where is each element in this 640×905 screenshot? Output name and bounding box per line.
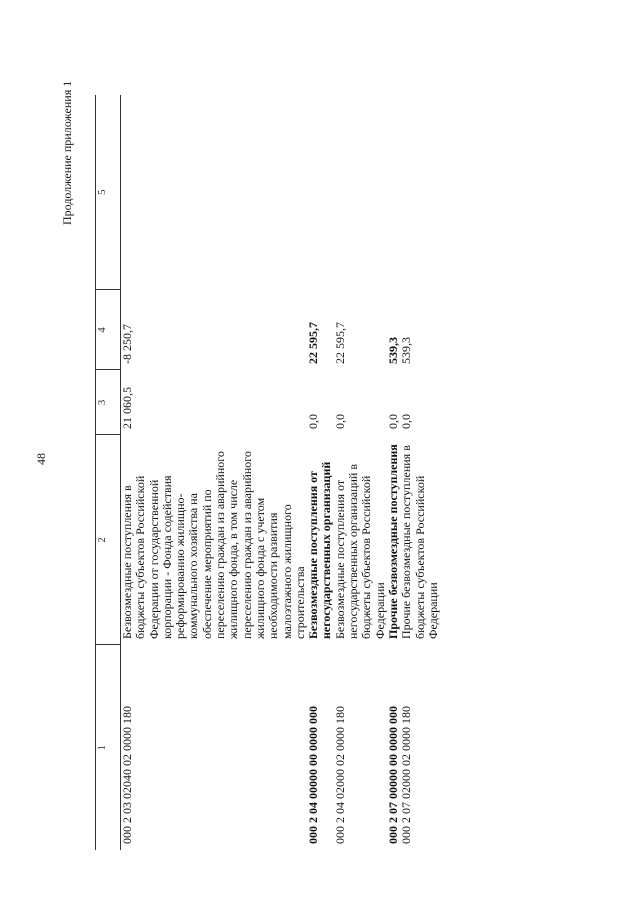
row-name: Безвозмездные поступления от негосударственных организаций xyxy=(306,461,334,639)
row-col5 xyxy=(121,95,308,290)
table-header-row xyxy=(96,95,121,850)
row-col4: 22 595,7 xyxy=(306,322,321,364)
row-name: Безвозмездные поступления от негосударственных организаций в бюджеты субъектов Российской Федерации xyxy=(332,463,387,639)
row-col3: 0,0 xyxy=(385,414,400,429)
row-col4: 539,3 xyxy=(385,337,400,364)
row-name: Прочие безвозмездные поступления xyxy=(385,444,400,639)
table-row xyxy=(387,95,400,850)
continuation-label: Продолжение приложения 1 xyxy=(60,80,74,225)
row-code: 000 2 03 02040 02 0000 180 xyxy=(120,706,134,844)
column-header-3: 3 xyxy=(96,370,121,435)
table-row xyxy=(307,95,334,850)
table-row xyxy=(334,95,387,850)
table-row xyxy=(121,95,308,850)
column-header-5: 5 xyxy=(96,95,121,290)
row-col3: 0,0 xyxy=(332,414,347,429)
row-col4: 22 595,7 xyxy=(332,322,347,364)
column-header-4: 4 xyxy=(96,290,121,370)
table-row xyxy=(400,95,440,850)
row-col4: 539,3 xyxy=(399,337,414,364)
row-col5 xyxy=(400,95,440,290)
income-table xyxy=(95,95,440,850)
row-col5 xyxy=(307,95,334,290)
row-col3: 0,0 xyxy=(306,414,321,429)
row-col4: -8 250,7 xyxy=(120,324,134,364)
row-col3: 0,0 xyxy=(399,414,414,429)
row-code: 000 2 07 02000 02 0000 180 xyxy=(399,706,414,844)
row-col3: 21 060,5 xyxy=(120,387,134,429)
row-col5 xyxy=(387,95,400,290)
column-header-1: 1 xyxy=(96,645,121,850)
row-col5 xyxy=(334,95,387,290)
row-code: 000 2 07 00000 00 0000 000 xyxy=(385,706,400,844)
row-name: Прочие безвозмездные поступления в бюджеты субъектов Российской Федерации xyxy=(399,445,440,639)
page-number: 48 xyxy=(34,453,48,465)
row-code: 000 2 04 00000 00 0000 000 xyxy=(306,706,321,844)
row-name: Безвозмездные поступления в бюджеты субъектов Российской Федерации от государственной корпорации - Фонда содействия реформированию жилищно-коммунального хозяйства на обеспечение мероприятий по переселению граждан из аварийного жилищного фонда, в том числе переселению граждан из аварийного жилищного фонда с учетом необходимости развития малоэтажного жилищного строительства xyxy=(120,451,307,639)
row-code: 000 2 04 02000 02 0000 180 xyxy=(332,706,347,844)
column-header-2: 2 xyxy=(96,435,121,645)
